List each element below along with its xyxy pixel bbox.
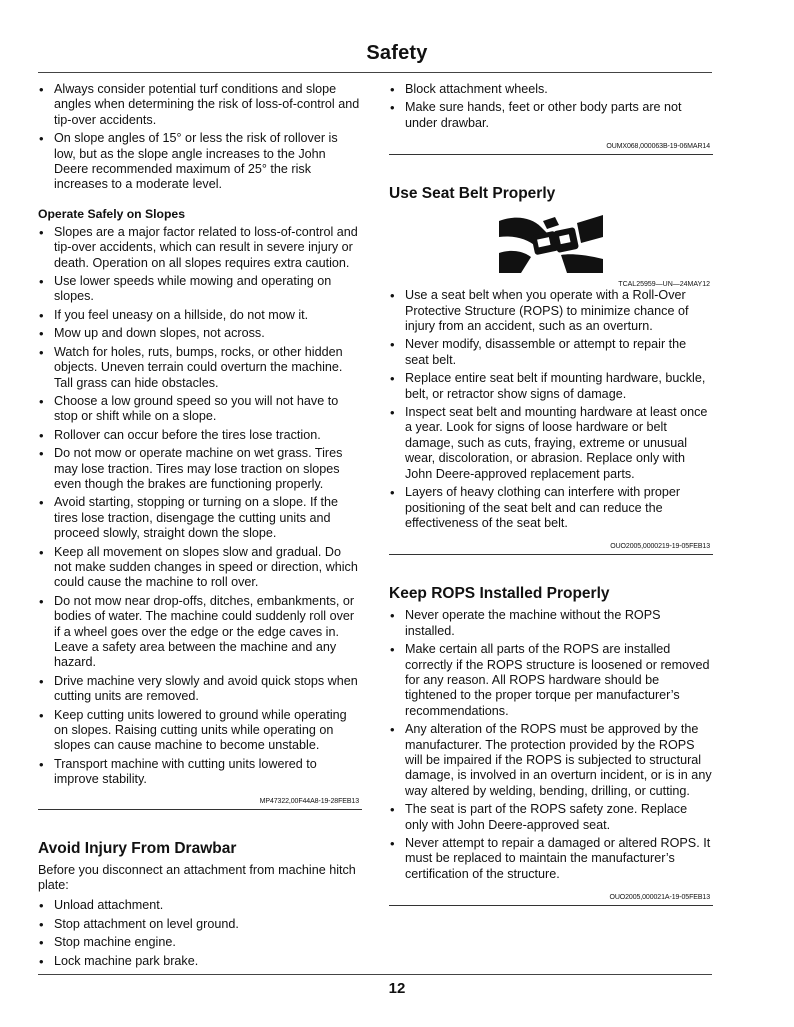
list-item: • On slope angles of 15° or less the risk of rollover is low, but as the slope angle increases to the John Deere recommended maximum of 25° the risk increases to a moderate level.: [38, 131, 362, 193]
slopes-reference-code: MP47322,00F44A8-19-28FEB13: [259, 797, 359, 805]
list-item: • Do not mow near drop-offs, ditches, embankments, or bodies of water. The machine could suddenly roll over if a wheel goes over the edge or the edge caves in. Leave a safety area between the machine and any hazard.: [38, 594, 362, 671]
page-number: 12: [388, 980, 406, 997]
intro-bullet-list: [38, 82, 362, 193]
rops-reference-code: OUO2005,000021A-19-05FEB13: [609, 894, 710, 902]
list-item: • Keep all movement on slopes slow and gradual. Do not make sudden changes in speed or direction, which could cause the machine to roll over.: [38, 545, 362, 591]
rops-bullet-list: [389, 608, 713, 882]
list-item: • Choose a low ground speed so you will not have to stop or shift while on a slope.: [38, 394, 362, 425]
seatbelt-figure-code: TCAL25959—UN—24MAY12: [618, 281, 710, 289]
list-item: • Layers of heavy clothing can interfere with proper positioning of the seat belt and can reduce the effectiveness of the seat belt.: [389, 485, 713, 531]
slopes-bullet-list: [38, 225, 362, 788]
right-column: [389, 82, 713, 906]
seatbelt-reference-code: OUO2005,0000219-19-05FEB13: [610, 543, 710, 551]
list-item: • Never attempt to repair a damaged or altered ROPS. It must be replaced to maintain the manufacturer’s certification of the structure.: [389, 836, 713, 882]
list-item: • Rollover can occur before the tires lose traction.: [38, 428, 362, 443]
list-item: • Keep cutting units lowered to ground while operating on slopes. Raising cutting units while operating on slopes can cause machine to become unstable.: [38, 708, 362, 754]
seatbelt-illustration: [389, 213, 713, 280]
section-divider: [389, 905, 713, 906]
list-item: • Unload attachment.: [38, 898, 362, 913]
list-item: • Never operate the machine without the ROPS installed.: [389, 608, 713, 639]
drawbar-heading: Avoid Injury From Drawbar: [38, 839, 237, 857]
section-divider: [389, 154, 713, 155]
left-column: [38, 82, 362, 972]
list-item: • Watch for holes, ruts, bumps, rocks, or other hidden objects. Uneven terrain could overturn the machine. Tall grass can hide obstacles.: [38, 345, 362, 391]
list-item: • Stop machine engine.: [38, 935, 362, 950]
list-item: • Never modify, disassemble or attempt to repair the seat belt.: [389, 337, 713, 368]
list-item: • Block attachment wheels.: [389, 82, 713, 97]
footer-divider: [38, 974, 712, 975]
section-divider: [389, 554, 713, 555]
list-item: • Make certain all parts of the ROPS are installed correctly if the ROPS structure is loosened or removed for any reason. All ROPS hardware should be tightened to the proper torque per manufacturer’s recommendations.: [389, 642, 713, 719]
title-divider: [38, 72, 712, 73]
list-item: • Do not mow or operate machine on wet grass. Tires may lose traction. Tires may lose traction on slopes even though the brakes are functioning properly.: [38, 446, 362, 492]
list-item: • Replace entire seat belt if mounting hardware, buckle, belt, or retractor show signs of damage.: [389, 371, 713, 402]
list-item: • Avoid starting, stopping or turning on a slope. If the tires lose traction, disengage the cutting units and proceed slowly, straight down the slope.: [38, 495, 362, 541]
list-item: • Make sure hands, feet or other body parts are not under drawbar.: [389, 100, 713, 131]
section-divider: [38, 809, 362, 810]
list-item: • The seat is part of the ROPS safety zone. Replace only with John Deere-approved seat.: [389, 802, 713, 833]
list-item: • Stop attachment on level ground.: [38, 917, 362, 932]
rops-heading: Keep ROPS Installed Properly: [389, 585, 610, 603]
list-item: • Inspect seat belt and mounting hardware at least once a year. Look for signs of loose hardware or belt damage, such as cuts, fraying, extreme or unusual wear, discoloration, or abrasion. Replace only with John Deere-approved replacement parts.: [389, 405, 713, 482]
list-item: • Slopes are a major factor related to loss-of-control and tip-over accidents, which can result in severe injury or death. Operation on all slopes requires extra caution.: [38, 225, 362, 271]
drawbar-continued-list: [389, 82, 713, 131]
seatbelt-bullet-list: [389, 288, 713, 531]
page-title: Safety: [366, 42, 428, 64]
seatbelt-heading: Use Seat Belt Properly: [389, 185, 556, 203]
list-item: • Mow up and down slopes, not across.: [38, 326, 362, 341]
list-item: • Any alteration of the ROPS must be approved by the manufacturer. The protection provided by the ROPS will be impaired if the ROPS is subjected to structural damage, is involved in an overturn incident, or is in any way altered by welding, bending, drilling, or cutting.: [389, 722, 713, 799]
list-item: • Use lower speeds while mowing and operating on slopes.: [38, 274, 362, 305]
seat-belt-buckle-icon: [497, 213, 605, 275]
slopes-subheading: Operate Safely on Slopes: [38, 206, 185, 221]
list-item: • Use a seat belt when you operate with a Roll-Over Protective Structure (ROPS) to minimize chance of injury from an accident, such as an overturn.: [389, 288, 713, 334]
drawbar-reference-code: OUMX068,000063B-19-06MAR14: [606, 143, 710, 151]
list-item: • Lock machine park brake.: [38, 954, 362, 969]
list-item: • Transport machine with cutting units lowered to improve stability.: [38, 757, 362, 788]
drawbar-intro: Before you disconnect an attachment from machine hitch plate:: [38, 862, 356, 893]
list-item: • If you feel uneasy on a hillside, do not mow it.: [38, 308, 362, 323]
drawbar-bullet-list: [38, 898, 362, 969]
list-item: • Always consider potential turf conditions and slope angles when determining the risk of loss-of-control and tip-over accidents.: [38, 82, 362, 128]
list-item: • Drive machine very slowly and avoid quick stops when cutting units are removed.: [38, 674, 362, 705]
